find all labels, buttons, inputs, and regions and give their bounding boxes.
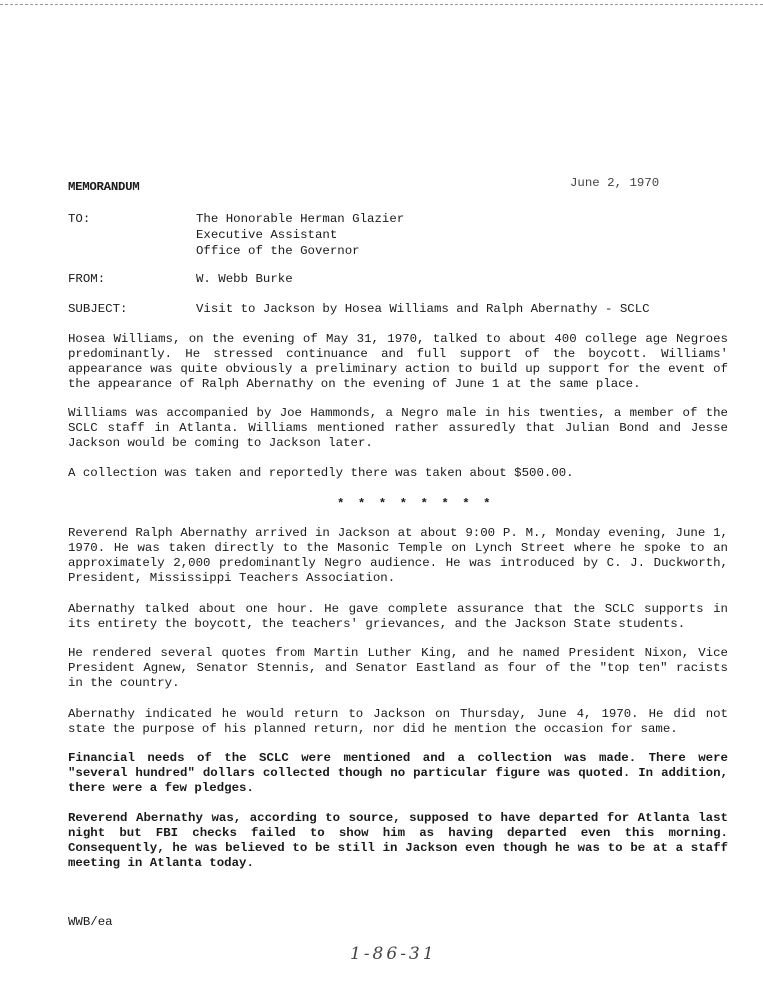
subject-value: Visit to Jackson by Hosea Williams and Ralph Abernathy - SCLC <box>196 302 650 316</box>
typist-initials: WWB/ea <box>68 915 113 929</box>
memo-heading: MEMORANDUM <box>68 180 140 194</box>
paragraph-8: Financial needs of the SCLC were mentioned and a collection was made. There were "several hundred" dollars collected though no particular figure was quoted. In addition, there were a few pledges. <box>68 751 728 795</box>
paragraph-4: Reverend Ralph Abernathy arrived in Jackson at about 9:00 P. M., Monday evening, June 1, 1970. He was taken directly to the Masonic Temple on Lynch Street where he spoke to an approximately 2,000 predominantly Negro audience. He was introduced by C. J. Duckworth, President, Mississippi Teachers Association. <box>68 526 728 585</box>
paragraph-5: Abernathy talked about one hour. He gave complete assurance that the SCLC supports in its entirety the boycott, the teachers' grievances, and the Jackson State students. <box>68 602 728 631</box>
memo-date: June 2, 1970 <box>570 176 660 190</box>
paragraph-6: He rendered several quotes from Martin Luther King, and he named President Nixon, Vice President Agnew, Senator Stennis, and Senator Eastland as four of the "top ten" racists in the country. <box>68 646 728 690</box>
to-recipient <box>196 212 404 260</box>
from-value: W. Webb Burke <box>196 272 293 286</box>
from-label: FROM: <box>68 272 106 286</box>
to-line-name: The Honorable Herman Glazier <box>196 212 405 226</box>
paragraph-3: A collection was taken and reportedly there was taken about $500.00. <box>68 466 574 480</box>
to-line-title: Executive Assistant <box>196 228 338 242</box>
paragraph-9: Reverend Abernathy was, according to source, supposed to have departed for Atlanta last night but FBI checks failed to show him as having departed even this morning. Consequently, he was believed to be still in Jackson even though he was to be at a staff meeting in Atlanta today. <box>68 811 728 870</box>
section-separator: * * * * * * * * <box>337 497 494 511</box>
to-line-office: Office of the Governor <box>196 244 360 258</box>
to-label: TO: <box>68 212 91 226</box>
paragraph-1: Hosea Williams, on the evening of May 31, 1970, talked to about 400 college age Negroes predominantly. He stressed continuance and full support of the boycott. Williams' appearance was quite obviously a preliminary action to build up support for the event of the appearance of Ralph Abernathy on the evening of June 1 at the same place. <box>68 332 728 391</box>
paragraph-2: Williams was accompanied by Joe Hammonds, a Negro male in his twenties, a member of the SCLC staff in Atlanta. Williams mentioned rather assuredly that Julian Bond and Jesse Jackson would be coming to Jackson later. <box>68 406 728 450</box>
handwritten-file-number: 1-86-31 <box>350 944 437 964</box>
page-top-edge <box>0 4 763 5</box>
subject-label: SUBJECT: <box>68 302 128 316</box>
paragraph-7: Abernathy indicated he would return to Jackson on Thursday, June 4, 1970. He did not state the purpose of his planned return, nor did he mention the occasion for same. <box>68 707 728 736</box>
